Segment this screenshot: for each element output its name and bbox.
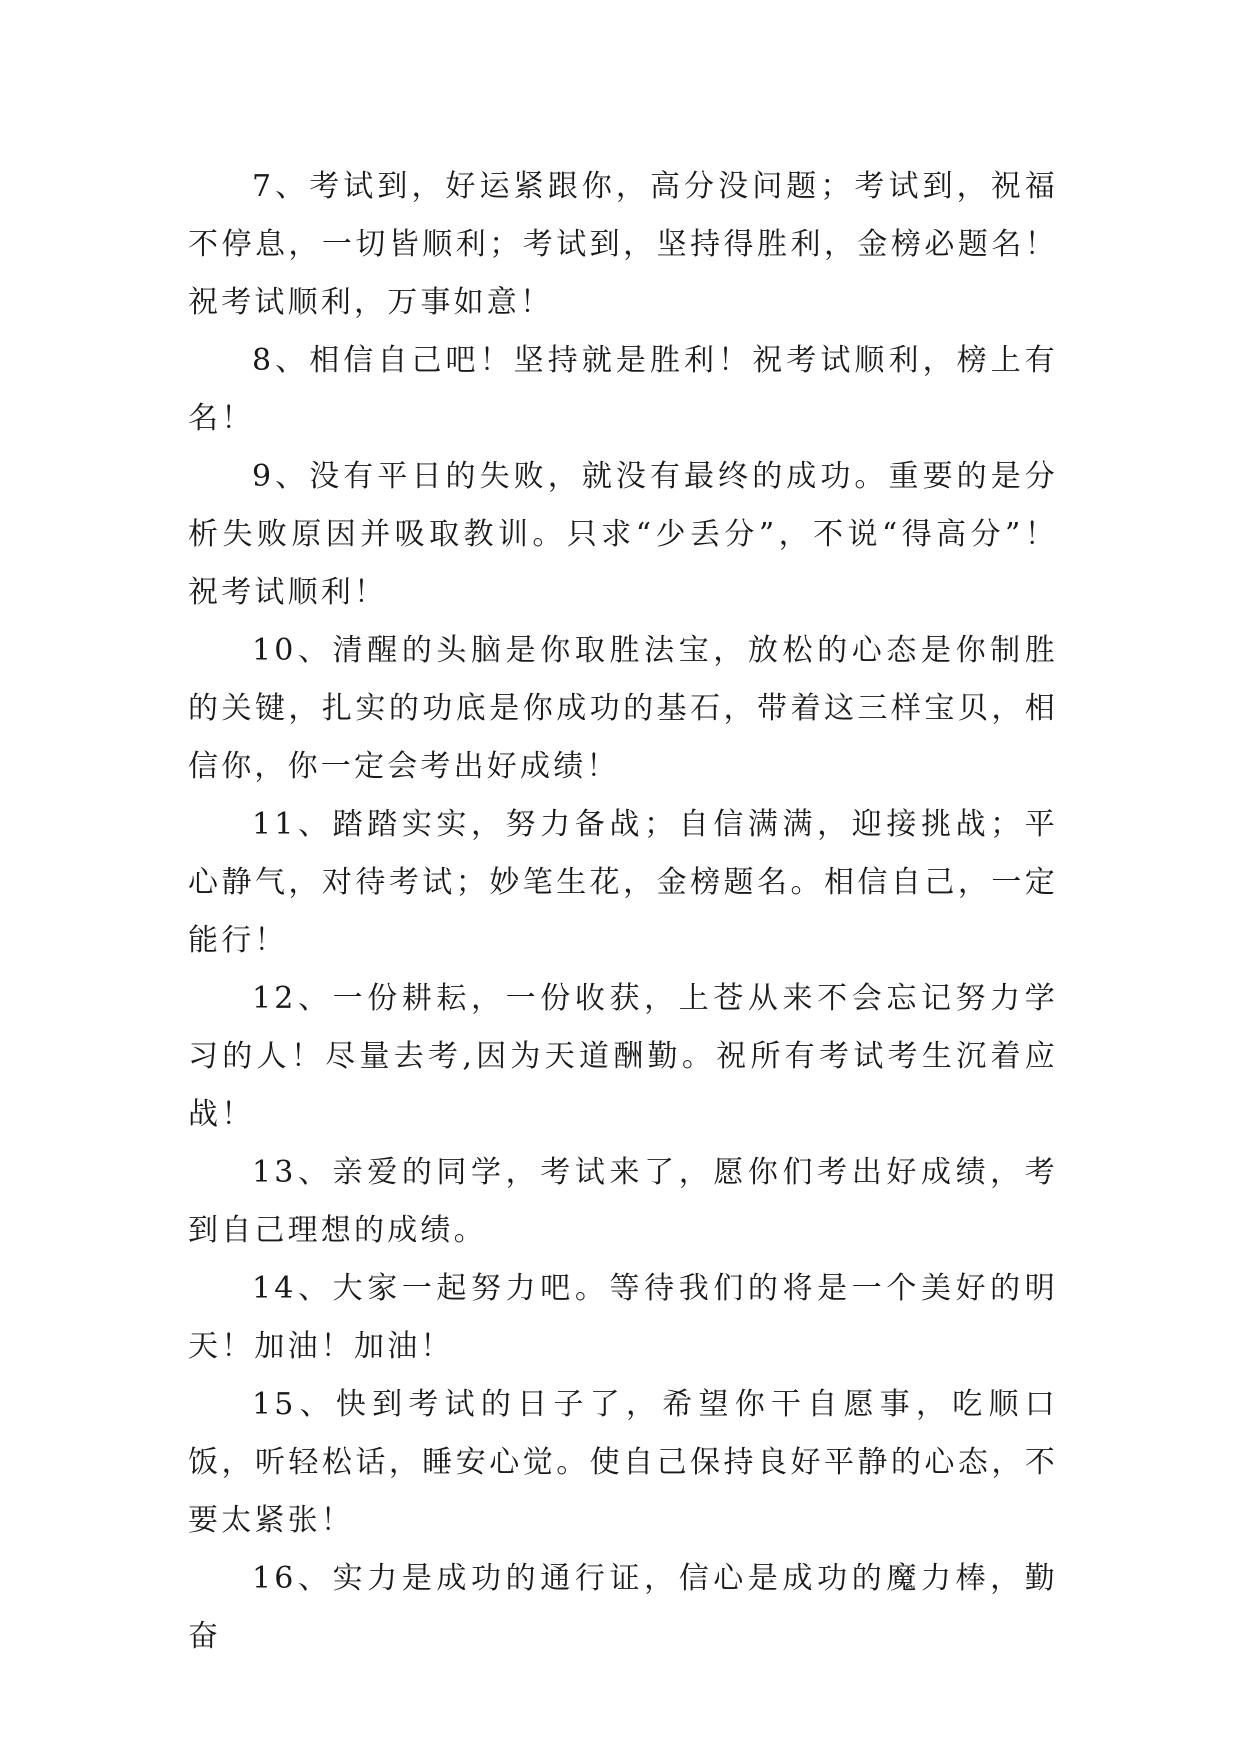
paragraph-15: 15、快到考试的日子了，希望你干自愿事，吃顺口饭，听轻松话，睡安心觉。使自己保持良好平静的心态，不要太紧张！ xyxy=(188,1387,1058,1538)
paragraph-12: 12、一份耕耘，一份收获，上苍从来不会忘记努力学习的人！尽量去考,因为天道酬勤。祝所有考试考生沉着应战！ xyxy=(188,981,1058,1132)
document-body xyxy=(188,158,1058,1666)
paragraph-11: 11、踏踏实实，努力备战；自信满满，迎接挑战；平心静气，对待考试；妙笔生花，金榜题名。相信自己，一定能行！ xyxy=(188,807,1058,958)
paragraph-10: 10、清醒的头脑是你取胜法宝，放松的心态是你制胜的关键，扎实的功底是你成功的基石，带着这三样宝贝，相信你，你一定会考出好成绩！ xyxy=(188,633,1058,784)
paragraph-7: 7、考试到，好运紧跟你，高分没问题；考试到，祝福不停息，一切皆顺利；考试到，坚持得胜利，金榜必题名！祝考试顺利，万事如意！ xyxy=(188,169,1058,320)
paragraph-14: 14、大家一起努力吧。等待我们的将是一个美好的明天！加油！加油！ xyxy=(188,1271,1058,1364)
paragraph-16: 16、实力是成功的通行证，信心是成功的魔力棒，勤奋 xyxy=(188,1561,1058,1654)
paragraph-9: 9、没有平日的失败，就没有最终的成功。重要的是分析失败原因并吸取教训。只求“少丢分”，不说“得高分”！祝考试顺利！ xyxy=(188,459,1058,610)
paragraph-13: 13、亲爱的同学，考试来了，愿你们考出好成绩，考到自己理想的成绩。 xyxy=(188,1155,1058,1248)
paragraph-8: 8、相信自己吧！坚持就是胜利！祝考试顺利，榜上有名！ xyxy=(188,343,1058,436)
